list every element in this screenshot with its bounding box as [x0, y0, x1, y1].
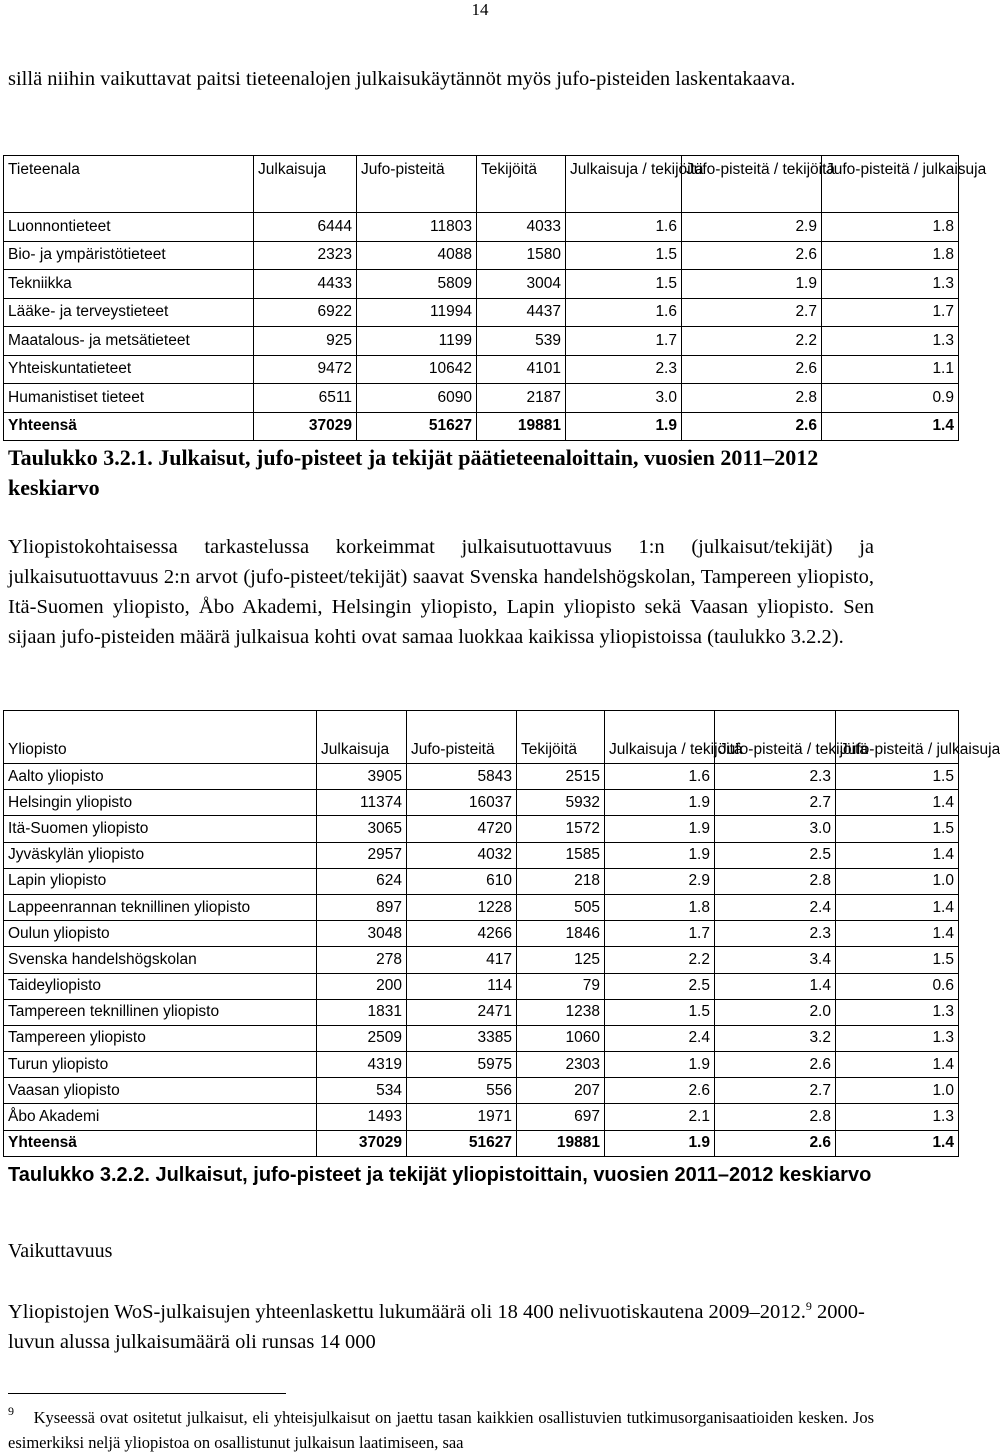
table-row: [4, 213, 959, 242]
column-header: Jufo-pisteitä / julkaisuja: [822, 156, 959, 213]
table-row: [4, 298, 959, 327]
cell-value: 2.5: [715, 842, 836, 868]
cell-value: 4032: [407, 842, 517, 868]
cell-value: 1.9: [682, 270, 822, 299]
row-label: Tampereen yliopisto: [4, 1025, 317, 1051]
section-heading: Vaikuttavuus: [8, 1240, 113, 1262]
cell-value: 1585: [517, 842, 605, 868]
cell-value: 1.7: [605, 921, 715, 947]
cell-value: 5975: [407, 1052, 517, 1078]
footnote-number: 9: [8, 1404, 14, 1418]
row-label: Aalto yliopisto: [4, 764, 317, 790]
row-label: Bio- ja ympäristötieteet: [4, 241, 254, 270]
cell-value: 1.8: [605, 894, 715, 920]
cell-value: 1.7: [822, 298, 959, 327]
row-label: Humanistiset tieteet: [4, 384, 254, 413]
cell-value: 4437: [477, 298, 566, 327]
cell-value: 5843: [407, 764, 517, 790]
column-header: Jufo-pisteitä / tekijöitä: [682, 156, 822, 213]
footnote: [8, 1405, 874, 1455]
cell-value: 16037: [407, 790, 517, 816]
table2-header-row: [4, 711, 959, 764]
cell-value: 2.7: [715, 790, 836, 816]
table-row: [4, 1104, 959, 1130]
column-header-name: Yliopisto: [4, 711, 317, 764]
cell-value: 6922: [254, 298, 357, 327]
cell-value: 3905: [317, 764, 407, 790]
cell-value: 2.8: [682, 384, 822, 413]
column-header: Jufo-pisteitä: [407, 711, 517, 764]
total-value: 1.4: [822, 412, 959, 441]
cell-value: 1846: [517, 921, 605, 947]
cell-value: 6444: [254, 213, 357, 242]
cell-value: 1831: [317, 999, 407, 1025]
cell-value: 534: [317, 1078, 407, 1104]
cell-value: 2509: [317, 1025, 407, 1051]
paragraph-university-comparison: Yliopistokohtaisessa tarkastelussa korkeimmat julkaisutuottavuus 1:n (julkaisut/tekijät) ja julkaisutuottavuus 2:n arvot (jufo-pisteet/tekijät) saavat Svenska handelshögskolan, Tampereen yliopisto, Itä-Suomen yliopisto, Åbo Akademi, Helsingin yliopisto, Lapin yliopisto sekä Vaasan yliopisto. Sen sijaan jufo-pisteiden määrä julkaisua kohti ovat samaa luokkaa kaikissa yliopistoissa (taulukko 3.2.2).: [8, 536, 874, 648]
row-label: Lääke- ja terveystieteet: [4, 298, 254, 327]
row-label: Luonnontieteet: [4, 213, 254, 242]
footnote-reference[interactable]: 9: [805, 1299, 812, 1313]
table-row: [4, 270, 959, 299]
cell-value: 2.6: [682, 355, 822, 384]
table-row: [4, 384, 959, 413]
cell-value: 2.6: [605, 1078, 715, 1104]
cell-value: 5809: [357, 270, 477, 299]
cell-value: 2.3: [715, 921, 836, 947]
cell-value: 125: [517, 947, 605, 973]
row-label: Taideyliopisto: [4, 973, 317, 999]
cell-value: 2.3: [566, 355, 682, 384]
cell-value: 1580: [477, 241, 566, 270]
cell-value: 2323: [254, 241, 357, 270]
cell-value: 1.8: [822, 241, 959, 270]
cell-value: 0.9: [822, 384, 959, 413]
table-row: [4, 327, 959, 356]
cell-value: 556: [407, 1078, 517, 1104]
cell-value: 1.5: [836, 816, 959, 842]
cell-value: 2.0: [715, 999, 836, 1025]
cell-value: 1.3: [822, 327, 959, 356]
table-row: [4, 241, 959, 270]
cell-value: 1.9: [605, 1052, 715, 1078]
cell-value: 11374: [317, 790, 407, 816]
total-value: 1.4: [836, 1130, 959, 1156]
column-header: Tekijöitä: [477, 156, 566, 213]
cell-value: 5932: [517, 790, 605, 816]
total-value: 1.9: [566, 412, 682, 441]
cell-value: 1.7: [566, 327, 682, 356]
cell-value: 1.4: [836, 1052, 959, 1078]
table-row: [4, 894, 959, 920]
cell-value: 1.3: [836, 999, 959, 1025]
cell-value: 4319: [317, 1052, 407, 1078]
table2-total-row: [4, 1130, 959, 1156]
page-number: 14: [471, 0, 489, 19]
column-header: Julkaisuja: [317, 711, 407, 764]
cell-value: 925: [254, 327, 357, 356]
cell-value: 2.8: [715, 868, 836, 894]
cell-value: 505: [517, 894, 605, 920]
row-label: Lapin yliopisto: [4, 868, 317, 894]
table-row: [4, 921, 959, 947]
intro-paragraph: sillä niihin vaikuttavat paitsi tieteenalojen julkaisukäytännöt myös jufo-pisteiden laskentakaava.: [8, 68, 796, 90]
cell-value: 114: [407, 973, 517, 999]
total-value: 51627: [357, 412, 477, 441]
cell-value: 1.4: [836, 790, 959, 816]
row-label: Turun yliopisto: [4, 1052, 317, 1078]
table2-caption: Taulukko 3.2.2. Julkaisut, jufo-pisteet ja tekijät yliopistoittain, vuosien 2011–2012 keskiarvo: [8, 1164, 872, 1186]
row-label: Tekniikka: [4, 270, 254, 299]
cell-value: 3048: [317, 921, 407, 947]
cell-value: 3065: [317, 816, 407, 842]
table1-caption: Taulukko 3.2.1. Julkaisut, jufo-pisteet ja tekijät päätieteenaloittain, vuosien 2011–2012 keskiarvo: [8, 445, 819, 500]
cell-value: 9472: [254, 355, 357, 384]
cell-value: 1.5: [566, 270, 682, 299]
cell-value: 278: [317, 947, 407, 973]
row-label: Jyväskylän yliopisto: [4, 842, 317, 868]
column-header: Julkaisuja: [254, 156, 357, 213]
table-row: [4, 947, 959, 973]
cell-value: 6511: [254, 384, 357, 413]
cell-value: 4101: [477, 355, 566, 384]
cell-value: 417: [407, 947, 517, 973]
cell-value: 0.6: [836, 973, 959, 999]
cell-value: 2.4: [715, 894, 836, 920]
row-label: Oulun yliopisto: [4, 921, 317, 947]
cell-value: 2.1: [605, 1104, 715, 1130]
cell-value: 1.4: [836, 894, 959, 920]
cell-value: 1.9: [605, 790, 715, 816]
row-label: Tampereen teknillinen yliopisto: [4, 999, 317, 1025]
row-label: Itä-Suomen yliopisto: [4, 816, 317, 842]
table-row: [4, 764, 959, 790]
cell-value: 897: [317, 894, 407, 920]
cell-value: 3385: [407, 1025, 517, 1051]
cell-value: 1238: [517, 999, 605, 1025]
footnote-text: Kyseessä ovat ositetut julkaisut, eli yhteisjulkaisut on jaettu tasan kaikkien osallistuvien tutkimusorganisaatioiden kesken. Jos esimerkiksi neljä yliopistoa on osallistunut julkaisun laatimiseen, saa: [8, 1408, 875, 1452]
cell-value: 4088: [357, 241, 477, 270]
cell-value: 1572: [517, 816, 605, 842]
row-label: Åbo Akademi: [4, 1104, 317, 1130]
row-label: Maatalous- ja metsätieteet: [4, 327, 254, 356]
row-label: Helsingin yliopisto: [4, 790, 317, 816]
cell-value: 3.4: [715, 947, 836, 973]
column-header: Julkaisuja / tekijöitä: [566, 156, 682, 213]
row-label: Yhteiskuntatieteet: [4, 355, 254, 384]
total-value: 19881: [517, 1130, 605, 1156]
cell-value: 1.4: [836, 842, 959, 868]
cell-value: 2.6: [682, 241, 822, 270]
cell-value: 1.3: [836, 1025, 959, 1051]
cell-value: 6090: [357, 384, 477, 413]
cell-value: 1228: [407, 894, 517, 920]
table-row: [4, 842, 959, 868]
cell-value: 1.8: [822, 213, 959, 242]
table-row: [4, 1078, 959, 1104]
table-row: [4, 355, 959, 384]
cell-value: 79: [517, 973, 605, 999]
cell-value: 3.0: [566, 384, 682, 413]
cell-value: 1493: [317, 1104, 407, 1130]
footnote-divider: [8, 1393, 286, 1394]
total-value: 19881: [477, 412, 566, 441]
table-row: [4, 973, 959, 999]
cell-value: 2957: [317, 842, 407, 868]
cell-value: 1.0: [836, 868, 959, 894]
row-label: Vaasan yliopisto: [4, 1078, 317, 1104]
total-value: 51627: [407, 1130, 517, 1156]
cell-value: 4266: [407, 921, 517, 947]
cell-value: 4433: [254, 270, 357, 299]
total-value: 1.9: [605, 1130, 715, 1156]
cell-value: 2471: [407, 999, 517, 1025]
cell-value: 624: [317, 868, 407, 894]
cell-value: 1060: [517, 1025, 605, 1051]
cell-value: 2.2: [605, 947, 715, 973]
cell-value: 2.5: [605, 973, 715, 999]
table-row: [4, 999, 959, 1025]
cell-value: 11803: [357, 213, 477, 242]
column-header: Tekijöitä: [517, 711, 605, 764]
cell-value: 610: [407, 868, 517, 894]
total-value: 37029: [317, 1130, 407, 1156]
table-row: [4, 868, 959, 894]
total-value: 2.6: [682, 412, 822, 441]
cell-value: 2.4: [605, 1025, 715, 1051]
table1-total-row: [4, 412, 959, 441]
cell-value: 3.0: [715, 816, 836, 842]
cell-value: 1.6: [605, 764, 715, 790]
cell-value: 697: [517, 1104, 605, 1130]
cell-value: 2.9: [682, 213, 822, 242]
cell-value: 207: [517, 1078, 605, 1104]
table-university-stats: [3, 710, 1000, 1157]
total-label: Yhteensä: [4, 1130, 317, 1156]
cell-value: 1.6: [566, 298, 682, 327]
table1-header-row: [4, 156, 959, 213]
table-row: [4, 790, 959, 816]
cell-value: 1.5: [836, 947, 959, 973]
cell-value: 1.5: [605, 999, 715, 1025]
cell-value: 3004: [477, 270, 566, 299]
cell-value: 1.6: [566, 213, 682, 242]
cell-value: 2.7: [682, 298, 822, 327]
cell-value: 3.2: [715, 1025, 836, 1051]
column-header-name: Tieteenala: [4, 156, 254, 213]
column-header: Jufo-pisteitä / julkaisuja: [836, 711, 959, 764]
cell-value: 1.3: [822, 270, 959, 299]
cell-value: 11994: [357, 298, 477, 327]
cell-value: 1.4: [836, 921, 959, 947]
total-value: 37029: [254, 412, 357, 441]
row-label: Svenska handelshögskolan: [4, 947, 317, 973]
cell-value: 2.8: [715, 1104, 836, 1130]
paragraph-impact: [8, 1297, 874, 1357]
cell-value: 2303: [517, 1052, 605, 1078]
cell-value: 200: [317, 973, 407, 999]
cell-value: 218: [517, 868, 605, 894]
paragraph-impact-continuation: 2000-luvun alussa julkaisumäärä oli runsas 14 000: [8, 1301, 865, 1353]
row-label: Lappeenrannan teknillinen yliopisto: [4, 894, 317, 920]
cell-value: 2187: [477, 384, 566, 413]
cell-value: 2.9: [605, 868, 715, 894]
table-row: [4, 1025, 959, 1051]
table-row: [4, 816, 959, 842]
cell-value: 1.5: [566, 241, 682, 270]
column-header: Jufo-pisteitä: [357, 156, 477, 213]
cell-value: 1.9: [605, 816, 715, 842]
paragraph-impact-text: Yliopistojen WoS-julkaisujen yhteenlaskettu lukumäärä oli 18 400 nelivuotiskautena 2009–2012.: [8, 1301, 806, 1323]
cell-value: 2.2: [682, 327, 822, 356]
cell-value: 539: [477, 327, 566, 356]
cell-value: 1.3: [836, 1104, 959, 1130]
cell-value: 2.6: [715, 1052, 836, 1078]
total-label: Yhteensä: [4, 412, 254, 441]
cell-value: 1.0: [836, 1078, 959, 1104]
cell-value: 1.5: [836, 764, 959, 790]
total-value: 2.6: [715, 1130, 836, 1156]
table-field-stats: [3, 155, 987, 441]
cell-value: 1199: [357, 327, 477, 356]
cell-value: 1971: [407, 1104, 517, 1130]
cell-value: 4033: [477, 213, 566, 242]
cell-value: 2515: [517, 764, 605, 790]
cell-value: 1.1: [822, 355, 959, 384]
cell-value: 2.7: [715, 1078, 836, 1104]
cell-value: 4720: [407, 816, 517, 842]
column-header: Julkaisuja / tekijöitä: [605, 711, 715, 764]
cell-value: 1.4: [715, 973, 836, 999]
cell-value: 1.9: [605, 842, 715, 868]
column-header: Jufo-pisteitä / tekijöitä: [715, 711, 836, 764]
cell-value: 10642: [357, 355, 477, 384]
cell-value: 2.3: [715, 764, 836, 790]
table-row: [4, 1052, 959, 1078]
